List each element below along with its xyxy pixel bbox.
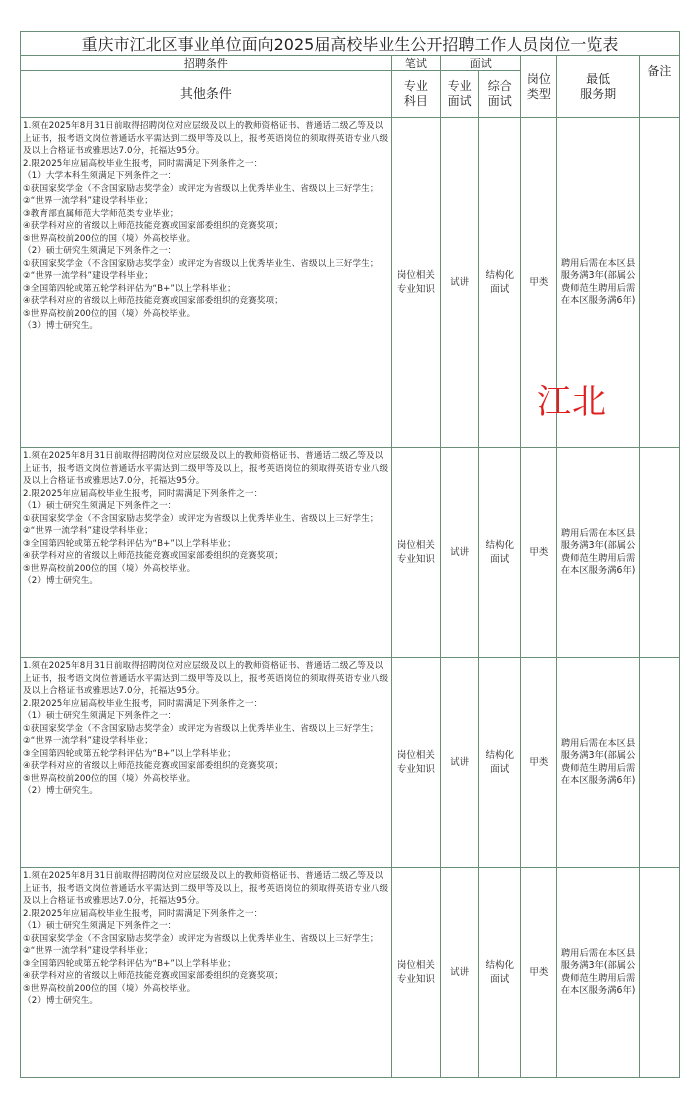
header-recruit-conditions: 招聘条件 (21, 56, 392, 71)
table-body (21, 118, 680, 1078)
condition-line: 2.限2025年应届高校毕业生报考，同时需满足下列条件之一： (23, 158, 263, 169)
comp-interview-cell: 结构化面试 (479, 868, 521, 1078)
condition-line: （2）博士研究生。 (23, 576, 99, 586)
table-row (21, 448, 680, 658)
comp-interview-cell: 结构化面试 (479, 118, 521, 448)
condition-line: ②“世界一流学科”建设学科毕业； (23, 271, 153, 281)
condition-line: ⑤世界高校前200位的国（境）外高校毕业。 (23, 308, 196, 319)
header-other-conditions: 其他条件 (21, 71, 392, 118)
condition-line: 2.限2025年应届高校毕业生报考，同时需满足下列条件之一： (23, 908, 263, 919)
table-row (21, 868, 680, 1078)
condition-line: ④获学科对应的省级以上师范技能竞赛或国家部委组织的竞赛奖项； (23, 221, 283, 231)
condition-line: 1.须在2025年8月31日前取得招聘岗位对应层级及以上的教师资格证书、普通话二级乙等及以上证书，报考语文岗位普通话水平需达到二级甲等及以上，报考英语岗位的须取得英语专业八级及以上合格证书或雅思达7.0分，托福达95分。 (23, 661, 389, 696)
condition-line: ④获学科对应的省级以上师范技能竞赛或国家部委组织的竞赛奖项； (23, 971, 283, 981)
condition-line: ⑤世界高校前200位的国（境）外高校毕业。 (23, 233, 196, 244)
other-conditions-cell (21, 448, 392, 658)
header-comp-interview-label: 综合 面试 (487, 79, 512, 108)
header-min-service-label: 最低 服务期 (580, 71, 617, 101)
header-interview: 面试 (441, 56, 521, 71)
header-remarks: 备注 (639, 56, 679, 118)
header-post-type-label: 岗位 类型 (526, 71, 551, 101)
subject-cell: 岗位相关专业知识 (391, 658, 440, 868)
comp-interview-cell: 结构化面试 (479, 658, 521, 868)
condition-line: ③全国第四轮或第五轮学科评估为“B+”以上学科毕业； (23, 958, 236, 969)
job-table-sheet (20, 31, 680, 1078)
condition-line: ③教育部直属师范大学师范类专业毕业； (23, 208, 179, 219)
condition-line: ④获学科对应的省级以上师范技能竞赛或国家部委组织的竞赛奖项； (23, 551, 283, 561)
table-row (21, 658, 680, 868)
condition-line: （2）博士研究生。 (23, 786, 99, 796)
condition-line: 1.须在2025年8月31日前取得招聘岗位对应层级及以上的教师资格证书、普通话二级乙等及以上证书，报考语文岗位普通话水平需达到二级甲等及以上，报考英语岗位的须取得英语专业八级及以上合格证书或雅思达7.0分，托福达95分。 (23, 121, 389, 156)
condition-line: ①获国家奖学金（不含国家励志奖学金）或评定为省级以上优秀毕业生、省级以上三好学生； (23, 513, 379, 524)
subject-cell: 岗位相关专业知识 (391, 448, 440, 658)
condition-line: ②“世界一流学科”建设学科毕业； (23, 196, 153, 206)
condition-line: ②“世界一流学科”建设学科毕业； (23, 946, 153, 956)
condition-line: ③全国第四轮或第五轮学科评估为“B+”以上学科毕业； (23, 748, 236, 759)
remarks-cell (639, 658, 679, 868)
condition-line: （2）博士研究生。 (23, 996, 99, 1006)
comp-interview-cell: 结构化面试 (479, 448, 521, 658)
service-period-cell: 聘用后需在本区县服务满3年(部属公费师范生聘用后需在本区服务满6年) (557, 118, 639, 448)
condition-line: ①获国家奖学金（不含国家励志奖学金）或评定为省级以上优秀毕业生、省级以上三好学生； (23, 183, 379, 194)
condition-line: 1.须在2025年8月31日前取得招聘岗位对应层级及以上的教师资格证书、普通话二级乙等及以上证书，报考语文岗位普通话水平需达到二级甲等及以上，报考英语岗位的须取得英语专业八级及以上合格证书或雅思达7.0分，托福达95分。 (23, 871, 389, 906)
condition-line: 2.限2025年应届高校毕业生报考，同时需满足下列条件之一： (23, 488, 263, 499)
pro-interview-cell: 试讲 (441, 448, 479, 658)
header-comp-interview (479, 71, 521, 118)
post-type-cell: 甲类 (521, 118, 557, 448)
condition-line: ⑤世界高校前200位的国（境）外高校毕业。 (23, 563, 196, 574)
header-subject-label: 专业 科目 (403, 79, 428, 108)
watermark-text: 江北 (537, 382, 607, 422)
job-table (20, 31, 680, 1078)
condition-line: ③全国第四轮或第五轮学科评估为“B+”以上学科毕业； (23, 283, 236, 294)
condition-line: 1.须在2025年8月31日前取得招聘岗位对应层级及以上的教师资格证书、普通话二级乙等及以上证书，报考语文岗位普通话水平需达到二级甲等及以上，报考英语岗位的须取得英语专业八级及以上合格证书或雅思达7.0分，托福达95分。 (23, 451, 389, 486)
remarks-cell (639, 868, 679, 1078)
condition-line: （2）硕士研究生须满足下列条件之一： (23, 246, 177, 256)
header-post-type (521, 56, 557, 118)
pro-interview-cell: 试讲 (441, 118, 479, 448)
remarks-cell (639, 448, 679, 658)
condition-line: ③全国第四轮或第五轮学科评估为“B+”以上学科毕业； (23, 538, 236, 549)
remarks-cell (639, 118, 679, 448)
pro-interview-cell: 试讲 (441, 868, 479, 1078)
service-period-cell: 聘用后需在本区县服务满3年(部属公费师范生聘用后需在本区服务满6年) (557, 448, 639, 658)
condition-line: ④获学科对应的省级以上师范技能竞赛或国家部委组织的竞赛奖项； (23, 761, 283, 771)
condition-line: （3）博士研究生。 (23, 321, 99, 331)
condition-line: 2.限2025年应届高校毕业生报考，同时需满足下列条件之一： (23, 698, 263, 709)
condition-line: ⑤世界高校前200位的国（境）外高校毕业。 (23, 983, 196, 994)
pro-interview-cell: 试讲 (441, 658, 479, 868)
subject-cell: 岗位相关专业知识 (391, 118, 440, 448)
header-written-test: 笔试 (391, 56, 440, 71)
other-conditions-cell (21, 658, 392, 868)
service-period-cell: 聘用后需在本区县服务满3年(部属公费师范生聘用后需在本区服务满6年) (557, 658, 639, 868)
condition-line: ①获国家奖学金（不含国家励志奖学金）或评定为省级以上优秀毕业生、省级以上三好学生； (23, 258, 379, 269)
condition-line: ⑤世界高校前200位的国（境）外高校毕业。 (23, 773, 196, 784)
condition-line: （1）大学本科生须满足下列条件之一： (23, 171, 177, 181)
service-period-cell: 聘用后需在本区县服务满3年(部属公费师范生聘用后需在本区服务满6年) (557, 868, 639, 1078)
condition-line: （1）硕士研究生须满足下列条件之一： (23, 711, 177, 721)
header-subject (391, 71, 440, 118)
condition-line: ①获国家奖学金（不含国家励志奖学金）或评定为省级以上优秀毕业生、省级以上三好学生； (23, 723, 379, 734)
post-type-cell: 甲类 (521, 868, 557, 1078)
header-pro-interview (441, 71, 479, 118)
other-conditions-cell (21, 868, 392, 1078)
post-type-cell: 甲类 (521, 448, 557, 658)
other-conditions-cell (21, 118, 392, 448)
condition-line: ①获国家奖学金（不含国家励志奖学金）或评定为省级以上优秀毕业生、省级以上三好学生； (23, 933, 379, 944)
subject-cell: 岗位相关专业知识 (391, 868, 440, 1078)
header-pro-interview-label: 专业 面试 (447, 79, 472, 108)
page-title: 重庆市江北区事业单位面向2025届高校毕业生公开招聘工作人员岗位一览表 (21, 32, 680, 56)
condition-line: ②“世界一流学科”建设学科毕业； (23, 526, 153, 536)
condition-line: ②“世界一流学科”建设学科毕业； (23, 736, 153, 746)
header-min-service (557, 56, 639, 118)
condition-line: （1）硕士研究生须满足下列条件之一： (23, 921, 177, 931)
post-type-cell: 甲类 (521, 658, 557, 868)
condition-line: （1）硕士研究生须满足下列条件之一： (23, 501, 177, 511)
condition-line: ④获学科对应的省级以上师范技能竞赛或国家部委组织的竞赛奖项； (23, 296, 283, 306)
